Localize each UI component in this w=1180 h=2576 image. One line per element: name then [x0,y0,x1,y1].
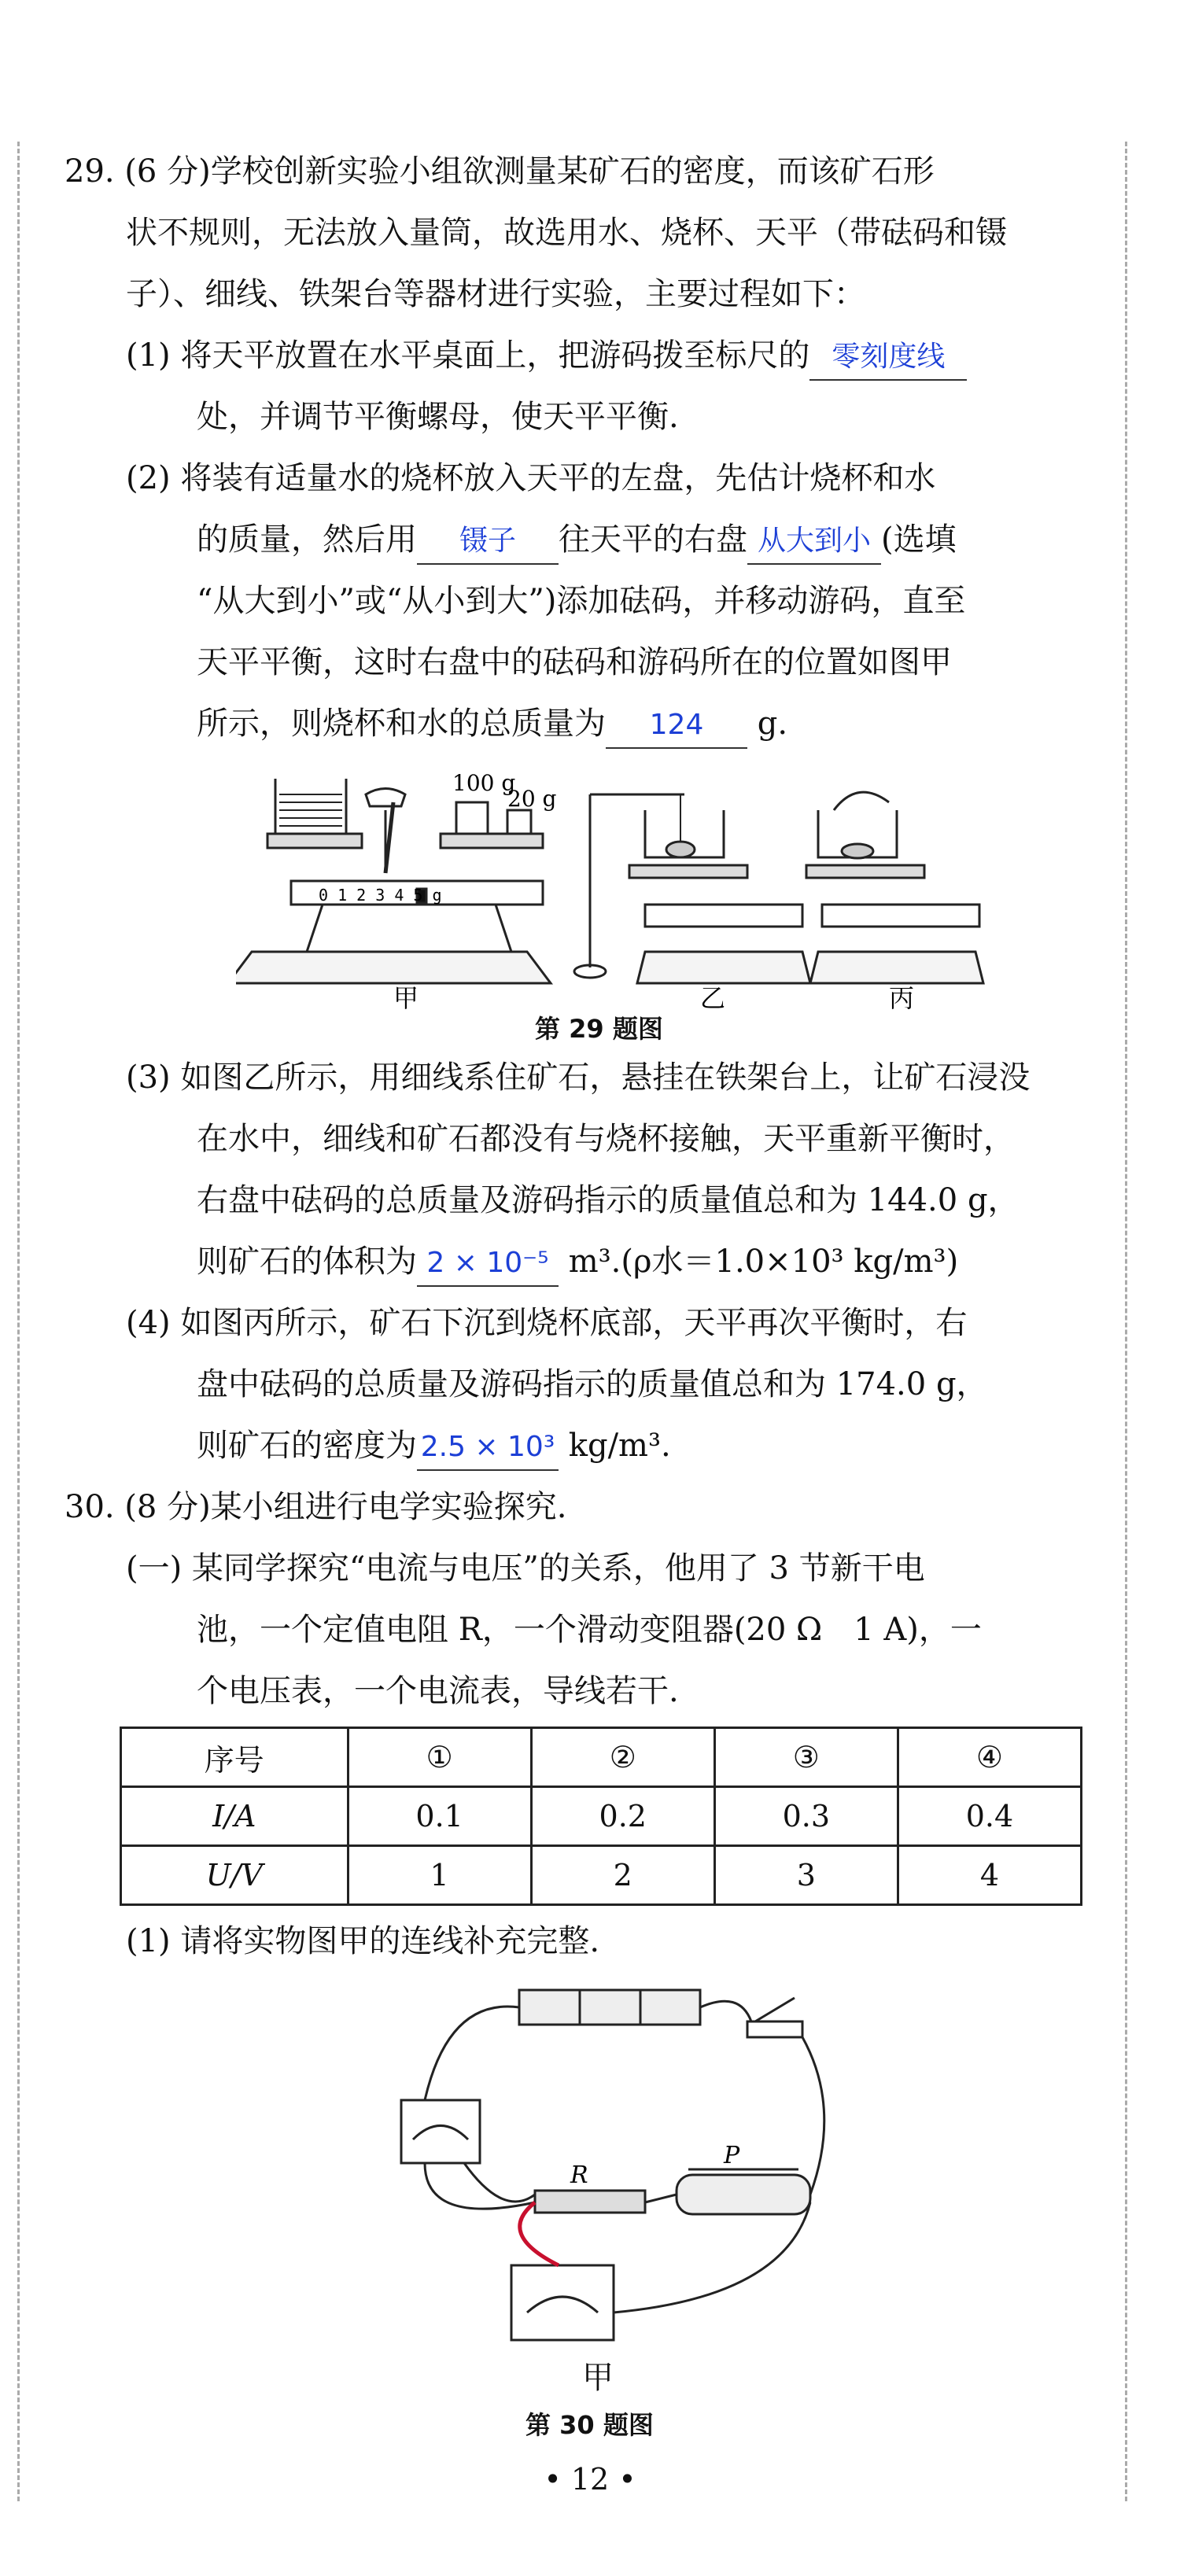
q30-part1-b: 池，一个定值电阻 R，一个滑动变阻器(20 Ω 1 A)，一 [197,1612,982,1648]
q30-line1: 30. (8 分)某小组进行电学实验探究. [65,1489,567,1525]
binding-line-left [17,142,20,2501]
q29-part2-text1: 的质量，然后用 [197,521,417,558]
q29-part3-a: (3) 如图乙所示，用细线系住矿石，悬挂在铁架台上，让矿石浸没 [126,1060,1031,1096]
answer-blank-4: 124 [606,703,747,749]
table-cell: 4 [898,1846,1081,1905]
wire [802,2037,824,2195]
answer-blank-1: 零刻度线 [809,335,967,381]
balance-yi [574,794,810,983]
table-header-cell: 序号 [121,1728,348,1787]
q29-part2-unit: g. [757,706,788,742]
balance-bing [806,792,983,983]
q29-part4-b: 盘中砝码的总质量及游码指示的质量值总和为 174.0 g， [197,1366,988,1402]
label-P: P [724,2142,740,2169]
binding-line-right [1125,142,1127,2501]
q29-part3-b: 在水中，细线和矿石都没有与烧杯接触，天平重新平衡时， [197,1121,1015,1157]
ammeter-left [401,2100,480,2163]
figure-30-label: 甲 [582,2360,614,2396]
q29-line2: 状不规则，无法放入量筒，故选用水、烧杯、天平（带砝码和镊 [126,215,1007,251]
table-cell: 0.1 [348,1787,531,1846]
q29-part3-c: 右盘中砝码的总质量及游码指示的质量值总和为 144.0 g， [197,1182,1020,1218]
table-cell: I/A [121,1787,348,1846]
wire [645,2195,677,2202]
label-bing: 丙 [889,983,915,1013]
q30-part1-c: 个电压表，一个电流表，导线若干. [197,1673,679,1709]
circuit-diagram [401,1990,824,2340]
table-cell: 2 [531,1846,714,1905]
q29-part2-text2: 往天平的右盘 [559,521,747,558]
q29-part1-b: 处，并调节平衡螺母，使天平平衡. [197,399,679,435]
figure-29-caption: 第 29 题图 [535,1014,663,1044]
q29-part2-e [197,702,787,749]
label-yi: 乙 [700,983,726,1013]
scale-ticks-label: 0 1 2 3 4 5 g [319,886,442,905]
q29-part2-text3: (选填 [881,521,957,558]
wire [614,2202,810,2313]
q29-part2-text4: 所示，则烧杯和水的总质量为 [197,706,606,742]
q29-part2-d: 天平平衡，这时右盘中的砝码和游码所在的位置如图甲 [197,644,952,680]
q29-part4-c [197,1424,671,1471]
table-cell: 0.3 [714,1787,898,1846]
q29-part4-a: (4) 如图丙所示，矿石下沉到烧杯底部，天平再次平衡时，右 [126,1305,968,1341]
table-cell: 3 [714,1846,898,1905]
label-R: R [570,2161,588,2189]
q30-part1-a: (一) 某同学探究“电流与电压”的关系，他用了 3 节新干电 [126,1550,925,1587]
q29-line1: 29. (6 分)学校创新实验小组欲测量某矿石的密度，而该矿石形 [65,153,935,190]
table-header-cell: ③ [714,1728,898,1787]
answer-blank-2: 镊子 [417,519,559,565]
table-row [121,1846,1082,1905]
answer-blank-5: 2 × 10⁻⁵ [417,1241,559,1287]
table-header-cell: ④ [898,1728,1081,1787]
voltmeter-bottom [511,2265,614,2340]
q29-part2-c: “从大到小”或“从小到大”)添加砝码，并移动游码，直至 [197,583,966,619]
wire [464,2163,535,2202]
q29-part4-text: 则矿石的密度为 [197,1428,417,1464]
q29-part3-unit: m³.(ρ水＝1.0×10³ kg/m³) [568,1244,959,1280]
q29-line3: 子）、细线、铁架台等器材进行实验，主要过程如下： [126,276,865,312]
rheostat [677,2175,810,2214]
figure-29 [236,763,991,1015]
q29-part3-d [197,1240,958,1287]
table-cell: U/V [121,1846,348,1905]
q29-part3-text: 则矿石的体积为 [197,1244,417,1280]
table-header-cell: ① [348,1728,531,1787]
table-header-cell: ② [531,1728,714,1787]
page-number: • 12 • [544,2462,636,2497]
table-cell: 0.2 [531,1787,714,1846]
wire [700,2001,751,2021]
wire [425,2007,519,2100]
balance-jia [236,779,551,983]
weight-100g-label: 100 g [452,770,516,796]
weight-20g-label: 20 g [507,786,557,812]
data-table [120,1727,1082,1906]
label-jia: 甲 [393,983,419,1013]
q29-part2-a: (2) 将装有适量水的烧杯放入天平的左盘，先估计烧杯和水 [126,460,936,496]
table-row [121,1728,1082,1787]
table-cell: 0.4 [898,1787,1081,1846]
resistor-R [535,2191,645,2213]
switch-icon [747,1998,802,2037]
answer-blank-6: 2.5 × 10³ [417,1425,559,1471]
q29-part4-unit: kg/m³. [568,1428,671,1464]
q30-part2: (1) 请将实物图甲的连线补充完整. [126,1923,600,1959]
q29-part2-b [197,518,957,565]
battery-pack [519,1990,700,2025]
q29-part1-text: (1) 将天平放置在水平桌面上，把游码拨至标尺的 [126,337,810,374]
figure-30 [378,1966,834,2360]
table-cell: 1 [348,1846,531,1905]
table-row [121,1787,1082,1846]
q29-part1-a [126,334,967,381]
answer-blank-3: 从大到小 [747,519,881,565]
figure-30-caption: 第 30 题图 [525,2410,654,2440]
